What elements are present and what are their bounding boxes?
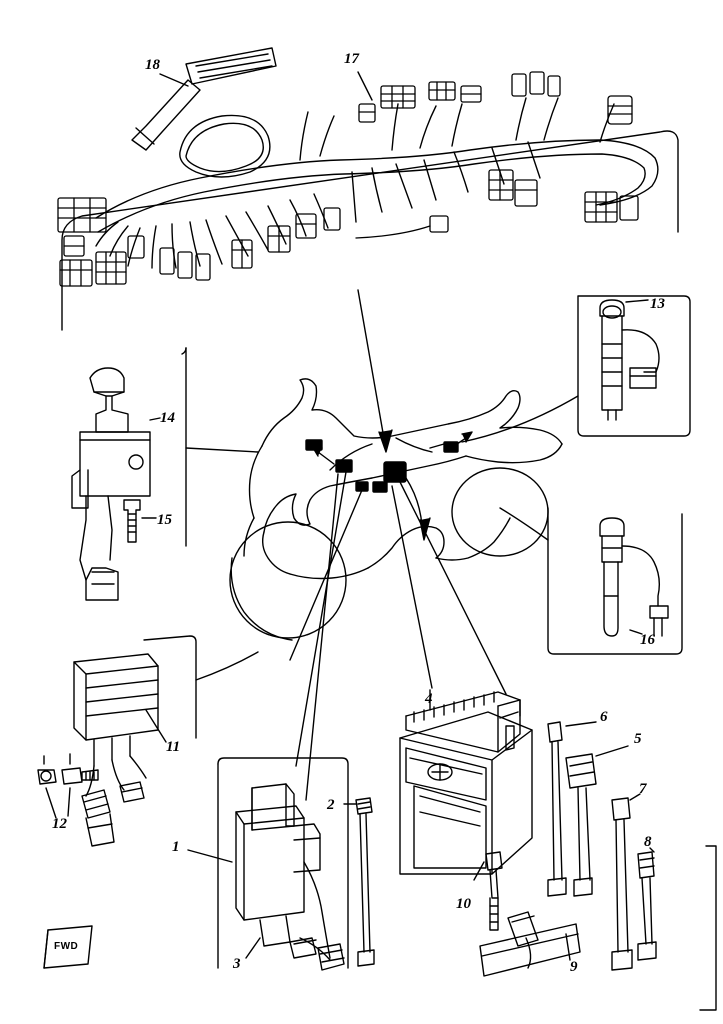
terminal-nut-8	[638, 848, 656, 960]
callout-9: 9	[570, 959, 578, 975]
battery-vent-hose-6	[548, 722, 596, 896]
battery	[400, 690, 532, 874]
wire-harness	[58, 72, 658, 286]
callout-6: 6	[600, 709, 608, 725]
rectifier-bolts	[38, 754, 98, 818]
callout-4: 4	[425, 691, 433, 707]
harness-group-bracket	[62, 131, 678, 330]
callout-7: 7	[639, 781, 647, 797]
ignition-coil-bracket	[182, 348, 258, 546]
rectifier-bracket	[144, 636, 258, 738]
callout-12: 12	[52, 816, 67, 832]
battery-cable-5	[566, 746, 628, 896]
cdi-unit-bracket	[218, 758, 348, 968]
callout-18: 18	[145, 57, 160, 73]
leader-harness-to-frame	[358, 290, 392, 452]
callout-13: 13	[650, 296, 665, 312]
rectifier-regulator	[74, 654, 166, 846]
coil-bolt	[124, 500, 156, 542]
callout-15: 15	[157, 512, 172, 528]
starter-relay	[600, 300, 659, 420]
callout-14: 14	[160, 410, 175, 426]
cdi-unit	[188, 784, 344, 970]
callout-10: 10	[456, 896, 471, 912]
callout-3: 3	[233, 956, 241, 972]
battery-terminal-screw-10	[474, 852, 502, 930]
terminal-bolt-7	[612, 794, 640, 970]
fwd-label: FWD	[54, 941, 79, 952]
corner-mark	[700, 846, 716, 1010]
starter-cable	[600, 518, 668, 636]
callout-8: 8	[644, 834, 652, 850]
callout-1: 1	[172, 839, 180, 855]
ignition-coil	[72, 368, 160, 600]
callout-17: 17	[344, 51, 359, 67]
leader-17	[358, 72, 372, 100]
callout-5: 5	[634, 731, 642, 747]
callout-2: 2	[327, 797, 335, 813]
callout-16: 16	[640, 632, 655, 648]
callout-11: 11	[166, 739, 181, 755]
frame-component-markers	[306, 440, 458, 492]
frame-leaders	[290, 432, 506, 800]
